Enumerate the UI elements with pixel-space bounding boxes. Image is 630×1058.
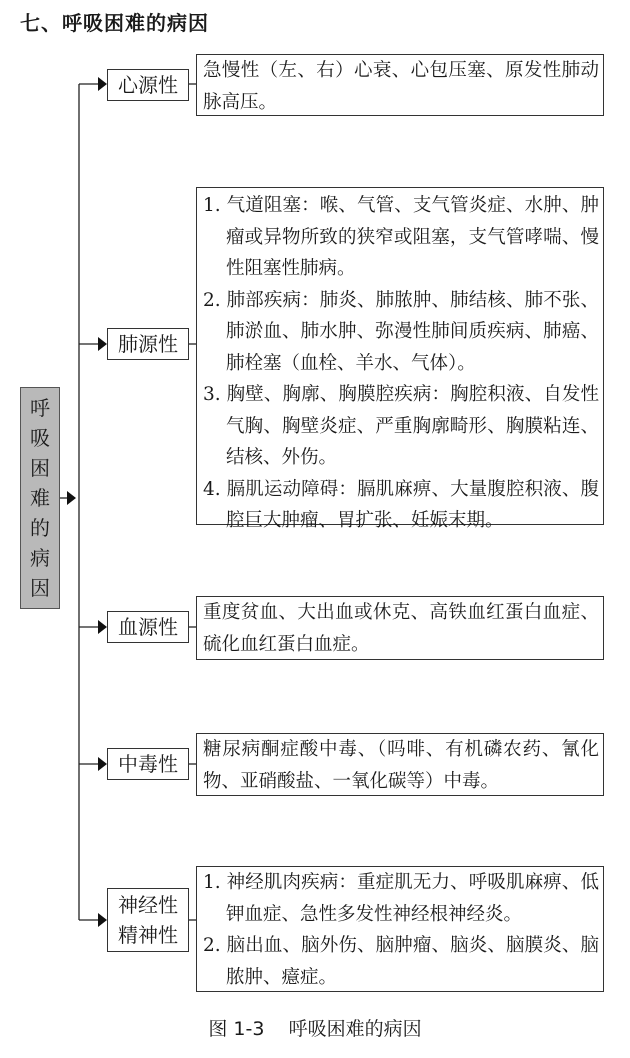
detail-text: 重度贫血、大出血或休克、高铁血红蛋白血症、硫化血红蛋白血症。: [203, 602, 599, 655]
arrow-icon: [98, 620, 107, 634]
detail-box-pulmonary: [196, 187, 604, 531]
figure-caption: 图 1-3 呼吸困难的病因: [208, 1018, 422, 1040]
detail-item: 2. 脑出血、脑外伤、脑肿瘤、脑炎、脑膜炎、脑脓肿、癔症。: [203, 935, 599, 988]
category-label: 肺源性: [118, 332, 178, 356]
arrow-icon: [98, 337, 107, 351]
category-label: 血源性: [118, 615, 178, 639]
detail-item: 2. 肺部疾病：肺炎、肺脓肿、肺结核、肺不张、肺淤血、肺水肿、弥漫性肺间质疾病、肺癌、肺栓塞（血栓、羊水、气体）。: [203, 289, 599, 374]
detail-box-toxic: [196, 733, 604, 796]
detail-box-neuropsychiatric: [196, 866, 604, 992]
detail-text: 糖尿病酮症酸中毒、（吗啡、有机磷农药、氰化物、亚硝酸盐、一氧化碳等）中毒。: [203, 739, 599, 792]
category-label: 中毒性: [118, 752, 178, 776]
arrow-icon: [98, 77, 107, 91]
detail-box-hematogenous: [196, 596, 604, 660]
root-char: 病: [30, 546, 50, 570]
arrow-icon: [98, 913, 107, 927]
category-label: 心源性: [118, 73, 178, 97]
category-neuropsychiatric: [107, 888, 189, 952]
root-char: 因: [30, 576, 50, 600]
detail-text: 急慢性（左、右）心衰、心包压塞、原发性肺动脉高压。: [203, 60, 599, 113]
detail-item: 1. 神经肌肉疾病：重症肌无力、呼吸肌麻痹、低钾血症、急性多发性神经根神经炎。: [203, 872, 599, 925]
root-char: 难: [30, 486, 50, 510]
detail-box-cardiac: [196, 54, 604, 116]
category-pulmonary: [107, 328, 189, 360]
arrow-icon: [98, 757, 107, 771]
category-cardiac: [107, 69, 189, 101]
root-char: 呼: [30, 396, 50, 420]
category-toxic: [107, 748, 189, 780]
root-char: 吸: [30, 426, 50, 450]
detail-item: 3. 胸壁、胸廓、胸膜腔疾病：胸腔积液、自发性气胸、胸壁炎症、严重胸廓畸形、胸膜粘连、结核、外伤。: [203, 384, 599, 468]
category-hematogenous: [107, 611, 189, 643]
root-char: 困: [30, 456, 50, 480]
section-heading: 七、呼吸困难的病因: [20, 11, 209, 35]
root-char: 的: [30, 516, 50, 540]
detail-item: 4. 膈肌运动障碍：膈肌麻痹、大量腹腔积液、腹腔巨大肿瘤、胃扩张、妊娠末期。: [203, 478, 599, 531]
category-label: 神经性: [118, 893, 178, 917]
root-node: [20, 387, 60, 609]
category-label: 精神性: [118, 923, 178, 947]
detail-item: 1. 气道阻塞：喉、气管、支气管炎症、水肿、肿瘤或异物所致的狭窄或阻塞，支气管哮喘、慢性阻塞性肺病。: [203, 195, 599, 279]
root-arrow-icon: [67, 491, 76, 505]
